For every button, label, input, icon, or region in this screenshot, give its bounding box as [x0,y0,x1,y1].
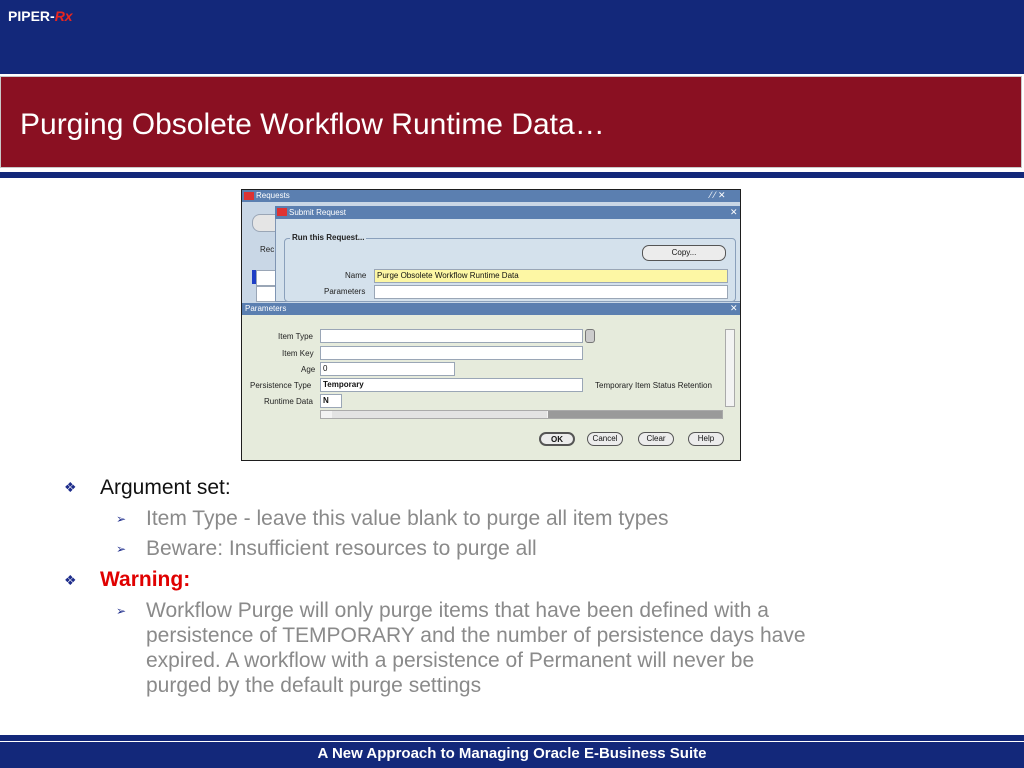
item-type-label: Item Type [278,332,313,341]
sub-bullet-beware: Beware: Insufficient resources to purge all [146,537,537,560]
arrow-bullet-icon: ➢ [116,604,127,618]
window-controls-icon[interactable]: ⁄ ⁄ ✕ [710,190,726,200]
item-type-field[interactable] [320,329,583,343]
warning-line: expired. A workflow with a persistence of Permanent will never be [146,649,755,672]
item-key-label: Item Key [282,349,314,358]
footer-text: A New Approach to Managing Oracle E-Business Suite [317,745,707,762]
bullet-argument-set: Argument set: [100,476,231,499]
parameters-field[interactable] [374,285,728,299]
cancel-button[interactable]: Cancel [587,432,623,446]
parameters-label: Parameters [324,287,366,296]
age-label: Age [301,365,316,374]
sub-bullet-item-type: Item Type - leave this value blank to purge all item types [146,507,669,530]
name-label: Name [345,271,367,280]
persistence-type-field[interactable]: Temporary [320,378,583,392]
divider [0,172,1024,178]
warning-line: Workflow Purge will only purge items that have been defined with a [146,599,769,622]
submit-title: Submit Request [289,208,346,217]
parameters-titlebar [242,303,740,315]
requests-title: Requests [256,191,290,200]
runtime-data-field[interactable]: N [320,394,342,408]
group-title: Run this Request... [292,233,365,242]
help-button[interactable]: Help [688,432,724,446]
item-key-field[interactable] [320,346,583,360]
app-icon [277,208,287,216]
diamond-bullet-icon: ❖ [64,572,77,588]
close-icon[interactable]: ✕ [730,303,738,313]
diamond-bullet-icon: ❖ [64,479,77,495]
name-field[interactable]: Purge Obsolete Workflow Runtime Data [374,269,728,283]
vertical-scrollbar[interactable] [725,329,735,407]
arrow-bullet-icon: ➢ [116,512,127,526]
warning-line: purged by the default purge settings [146,674,482,697]
page-title: Purging Obsolete Workflow Runtime Data… [20,108,605,141]
requests-label: Rec [260,245,275,254]
requests-titlebar [242,190,740,202]
warning-heading: Warning: [100,568,191,591]
close-icon[interactable]: ✕ [730,207,738,217]
arrow-bullet-icon: ➢ [116,542,127,556]
brand-logo: PIPER-Rx [8,8,73,24]
clear-button[interactable]: Clear [638,432,674,446]
retention-label: Temporary Item Status Retention [595,381,712,390]
persistence-type-label: Persistence Type [250,381,312,390]
divider [0,735,1024,741]
oracle-forms-screenshot [241,189,741,461]
scrollbar-track [548,411,722,418]
ok-button[interactable]: OK [539,432,575,446]
runtime-data-label: Runtime Data [264,397,313,406]
scrollbar-thumb[interactable] [332,411,547,418]
app-icon [244,192,254,200]
header-bar [0,0,1024,74]
warning-line: persistence of TEMPORARY and the number of persistence days have [146,624,806,647]
lov-button[interactable] [585,329,595,343]
parameters-title: Parameters [245,304,287,313]
age-field[interactable]: 0 [320,362,455,376]
copy-button[interactable]: Copy... [642,245,726,261]
